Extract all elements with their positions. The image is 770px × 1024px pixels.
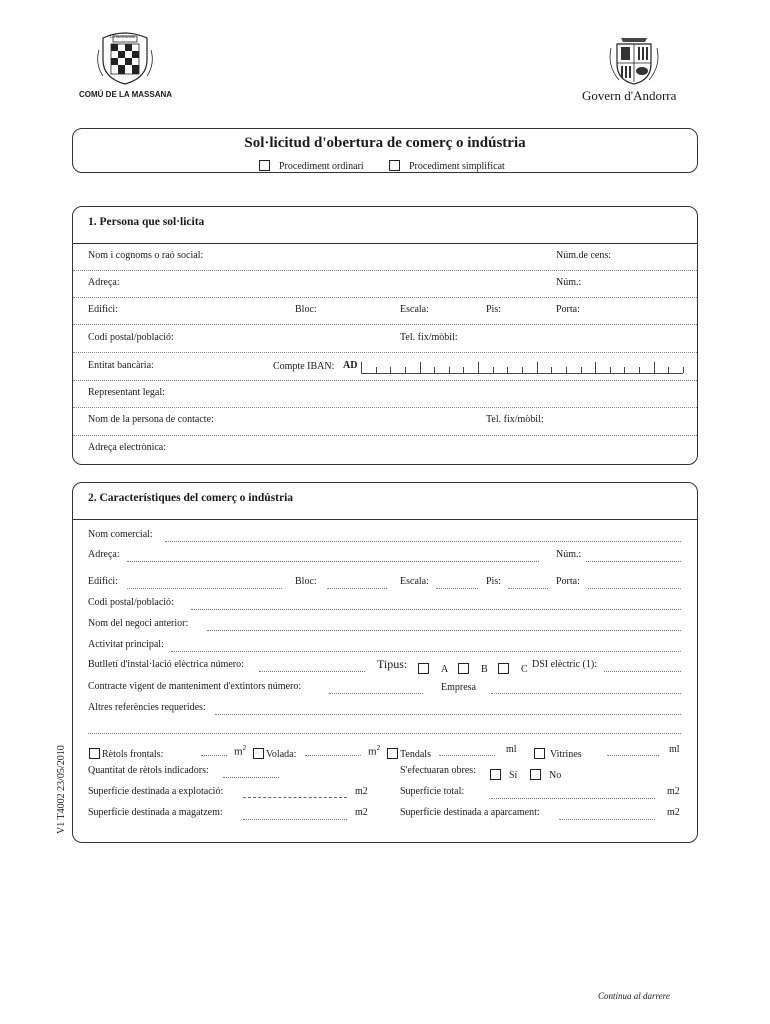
works-no-option[interactable] (530, 765, 561, 783)
iban-digit-tick (581, 367, 582, 373)
form-version-code: V1 T4002 23/05/2010 (56, 745, 67, 834)
iban-digit-tick (566, 367, 567, 373)
section-2-box (72, 482, 698, 843)
iban-digit-tick (639, 367, 640, 373)
s2-num-input[interactable] (586, 561, 681, 562)
overhang-option[interactable] (253, 744, 296, 762)
s2-address-label: Adreça: (88, 549, 120, 560)
simplified-checkbox[interactable] (389, 160, 400, 171)
ordinary-checkbox[interactable] (259, 160, 270, 171)
iban-digit-tick (610, 367, 611, 373)
type-b-label: B (481, 664, 488, 675)
name-field[interactable]: Nom i cognoms o raó social: (88, 250, 204, 261)
trade-name-label: Nom comercial: (88, 529, 153, 540)
iban-digit-tick (493, 367, 494, 373)
works-no-checkbox[interactable] (530, 769, 541, 780)
dsi-input[interactable] (604, 671, 681, 672)
iban-digit-tick (624, 367, 625, 373)
dsi-label: DSI elèctric (1): (532, 659, 597, 670)
overhang-unit: $m^2$ (368, 744, 381, 758)
works-label: S'efectuaran obres: (400, 765, 476, 776)
contact-field[interactable]: Nom de la persona de contacte: (88, 414, 214, 425)
type-c-label: C (521, 664, 528, 675)
main-activity-input[interactable] (171, 651, 681, 652)
elec-bulletin-label: Butlletí d'instal·lació elèctrica número: (88, 659, 244, 670)
type-b-option[interactable] (458, 659, 488, 677)
s2-stair-label: Escala: (400, 576, 429, 587)
area-storage-label: Superfície destinada a magatzem: (88, 807, 223, 818)
row-divider (73, 435, 697, 436)
main-activity-label: Activitat principal: (88, 639, 164, 650)
continue-on-back-note: Continua al darrere (598, 991, 670, 1001)
extinguisher-label: Contracte vigent de manteniment d'extintors número: (88, 681, 302, 692)
s2-postal-label: Codi postal/població: (88, 597, 174, 608)
row-divider (73, 324, 697, 325)
option-simplified[interactable] (389, 156, 505, 174)
iban-prefix: AD (343, 360, 358, 371)
awnings-label: Tendals (400, 749, 431, 760)
section-2-header (73, 483, 697, 520)
iban-digit-tick (668, 367, 669, 373)
signs-front-option[interactable] (89, 744, 163, 762)
section-1-header (73, 207, 697, 244)
email-field[interactable]: Adreça electrònica: (88, 442, 167, 453)
iban-digit-tick (478, 362, 479, 373)
address-field[interactable]: Adreça: (88, 277, 120, 288)
type-label: Tipus: (377, 657, 408, 671)
postal-field[interactable]: Codi postal/població: (88, 332, 174, 343)
andorra-coat-of-arms (605, 34, 663, 86)
area-exploit-unit: m2 (355, 786, 368, 797)
awnings-option[interactable] (387, 744, 431, 762)
s2-building-label: Edifici: (88, 576, 118, 587)
simplified-label: Procediment simplificat (409, 161, 505, 172)
extinguisher-input[interactable] (329, 693, 423, 694)
number-field[interactable]: Núm.: (556, 277, 582, 288)
row-divider (73, 297, 697, 298)
legal-rep-field[interactable]: Representant legal: (88, 387, 165, 398)
iban-digit-tick (507, 367, 508, 373)
govern-andorra-label: Govern d'Andorra (582, 88, 677, 103)
iban-digit-tick (522, 367, 523, 373)
awnings-unit: ml (506, 744, 517, 755)
iban-digit-tick (390, 367, 391, 373)
iban-input[interactable] (361, 361, 683, 374)
type-b-checkbox[interactable] (458, 663, 469, 674)
windows-option[interactable] (534, 744, 582, 762)
windows-checkbox[interactable] (534, 748, 545, 759)
iban-digit-tick (683, 367, 684, 373)
windows-label: Vitrines (550, 749, 582, 760)
row-divider (73, 352, 697, 353)
row-divider (73, 380, 697, 381)
section-1-box (72, 206, 698, 465)
company-input[interactable] (491, 693, 681, 694)
iban-digit-tick (361, 362, 362, 373)
signs-front-label: Rètols frontals: (102, 749, 164, 760)
prev-business-label: Nom del negoci anterior: (88, 618, 189, 629)
other-refs-input-2[interactable] (88, 733, 681, 734)
phone-field-1[interactable]: Tel. fix/mòbil: (400, 332, 458, 343)
s2-address-input[interactable] (127, 561, 539, 562)
cens-field[interactable]: Núm.de cens: (556, 250, 611, 261)
area-exploit-label: Superfície destinada a explotació: (88, 786, 224, 797)
awnings-input[interactable] (439, 755, 495, 756)
area-storage-unit: m2 (355, 807, 368, 818)
section-2-title: 2. Característiques del comerç o indústria (88, 492, 294, 504)
iban-label: Compte IBAN: (273, 361, 335, 372)
phone-field-2[interactable]: Tel. fix/mòbil: (486, 414, 544, 425)
s2-building-input[interactable] (127, 588, 282, 589)
iban-digit-tick (654, 362, 655, 373)
s2-postal-input[interactable] (191, 609, 681, 610)
type-a-option[interactable] (418, 659, 448, 677)
area-storage-input[interactable] (243, 819, 347, 820)
sign-qty-label: Quantitat de rètols indicadors: (88, 765, 209, 776)
area-parking-label: Superfície destinada a aparcament: (400, 807, 540, 818)
signs-front-unit: $m^2$ (234, 744, 247, 758)
area-parking-unit: m2 (667, 807, 680, 818)
row-divider (73, 270, 697, 271)
trade-name-input[interactable] (165, 541, 681, 542)
works-yes-option[interactable] (490, 765, 517, 783)
row-divider (73, 407, 697, 408)
area-parking-input[interactable] (559, 819, 655, 820)
iban-digit-tick (376, 367, 377, 373)
stair-field[interactable]: Escala: (400, 304, 429, 315)
prev-business-input[interactable] (207, 630, 681, 631)
type-a-label: A (441, 664, 449, 675)
door-field[interactable]: Porta: (556, 304, 580, 315)
s2-stair-input[interactable] (436, 588, 478, 589)
windows-unit: ml (669, 744, 680, 755)
crest-banner-text: LA MASSANA (110, 34, 136, 39)
iban-digit-tick (551, 367, 552, 373)
signs-front-input[interactable] (201, 755, 227, 756)
form-title: Sol·licitud d'obertura de comerç o indústria (244, 135, 526, 151)
comu-la-massana-label: COMÚ DE LA MASSANA (79, 90, 173, 99)
floor-field[interactable]: Pis: (486, 304, 502, 315)
overhang-label: Volada: (266, 749, 297, 760)
iban-digit-tick (537, 362, 538, 373)
area-total-unit: m2 (667, 786, 680, 797)
s2-floor-input[interactable] (508, 588, 548, 589)
building-field[interactable]: Edifici: (88, 304, 118, 315)
iban-digit-tick (434, 367, 435, 373)
overhang-checkbox[interactable] (253, 748, 264, 759)
iban-digit-tick (405, 367, 406, 373)
sign-qty-input[interactable] (223, 777, 279, 778)
s2-door-label: Porta: (556, 576, 580, 587)
iban-digit-tick (449, 367, 450, 373)
overhang-input[interactable] (305, 755, 361, 756)
s2-door-input[interactable] (588, 588, 681, 589)
type-c-checkbox[interactable] (498, 663, 509, 674)
bank-field[interactable]: Entitat bancària: (88, 360, 154, 371)
works-no-label: No (549, 770, 562, 781)
iban-digit-tick (420, 362, 421, 373)
type-a-checkbox[interactable] (418, 663, 429, 674)
type-c-option[interactable] (498, 659, 528, 677)
s2-floor-label: Pis: (486, 576, 502, 587)
ordinary-label: Procediment ordinari (279, 161, 364, 172)
other-refs-label: Altres referències requerides: (88, 702, 206, 713)
iban-digit-tick (595, 362, 596, 373)
windows-input[interactable] (607, 755, 659, 756)
area-total-input[interactable] (491, 798, 655, 799)
section-1-title: 1. Persona que sol·licita (88, 216, 205, 228)
area-exploit-input[interactable] (243, 797, 347, 798)
other-refs-input[interactable] (215, 714, 681, 715)
block-field[interactable]: Bloc: (295, 304, 317, 315)
awnings-checkbox[interactable] (387, 748, 398, 759)
s2-block-input[interactable] (327, 588, 387, 589)
area-total-label: Superfície total: (400, 786, 465, 797)
option-ordinary[interactable] (259, 156, 364, 174)
iban-digit-tick (463, 367, 464, 373)
signs-front-checkbox[interactable] (89, 748, 100, 759)
s2-num-label: Núm.: (556, 549, 582, 560)
title-box (72, 128, 698, 173)
elec-bulletin-input[interactable] (259, 671, 365, 672)
works-yes-label: Sí (509, 770, 518, 781)
s2-block-label: Bloc: (295, 576, 317, 587)
company-label: Empresa (441, 682, 476, 693)
works-yes-checkbox[interactable] (490, 769, 501, 780)
